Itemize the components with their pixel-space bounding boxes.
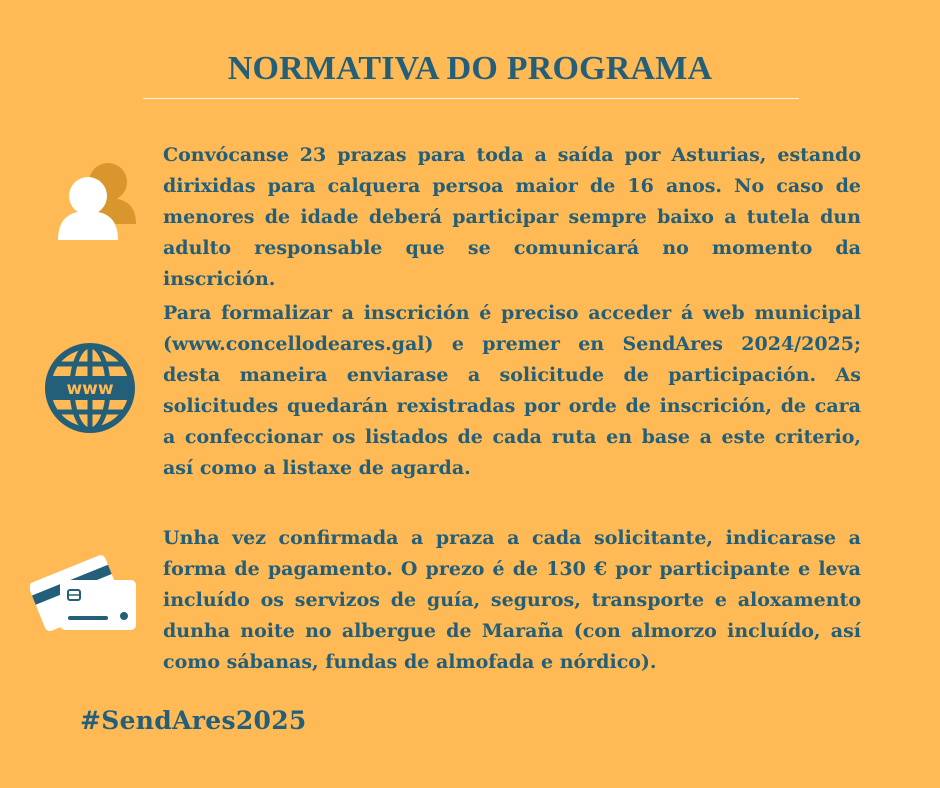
section-text-payment: Unha vez confirmada a praza a cada solicitante, indicarase a forma de pagamento. O prezo é de 130 € por participante e leva incluído os servizos de guía, seguros, transporte e aloxamento dunha noite no albergue de Maraña (con almorzo incluído, así como sábanas, fundas de almofada e nórdico). xyxy=(163,527,861,673)
title-divider xyxy=(143,98,799,99)
section-text-registration-places: Convócanse 23 prazas para toda a saída por Asturias, estando dirixidas para calquera persoa maior de 16 anos. No caso de menores de idade deberá participar sempre baixo a tutela dun adulto responsable que se comunicará no momento da inscrición. xyxy=(163,144,861,290)
svg-text:www: www xyxy=(66,379,114,399)
credit-card-icon xyxy=(30,544,142,634)
section-text-registration-process: Para formalizar a inscrición é preciso acceder á web municipal (www.concellodeares.gal) e premer en SendAres 2024/2025; desta maneira enviarase a solicitude de participación. As solicitudes quedarán rexistradas por orde de inscrición, de cara a confeccionar os listados de cada ruta en base a este criterio, así como a listaxe de agarda. xyxy=(163,302,861,479)
page-title: NORMATIVA DO PROGRAMA xyxy=(227,50,713,87)
hashtag: #SendAres2025 xyxy=(80,706,307,735)
globe-www-icon xyxy=(44,342,136,434)
person-icon xyxy=(52,160,144,242)
